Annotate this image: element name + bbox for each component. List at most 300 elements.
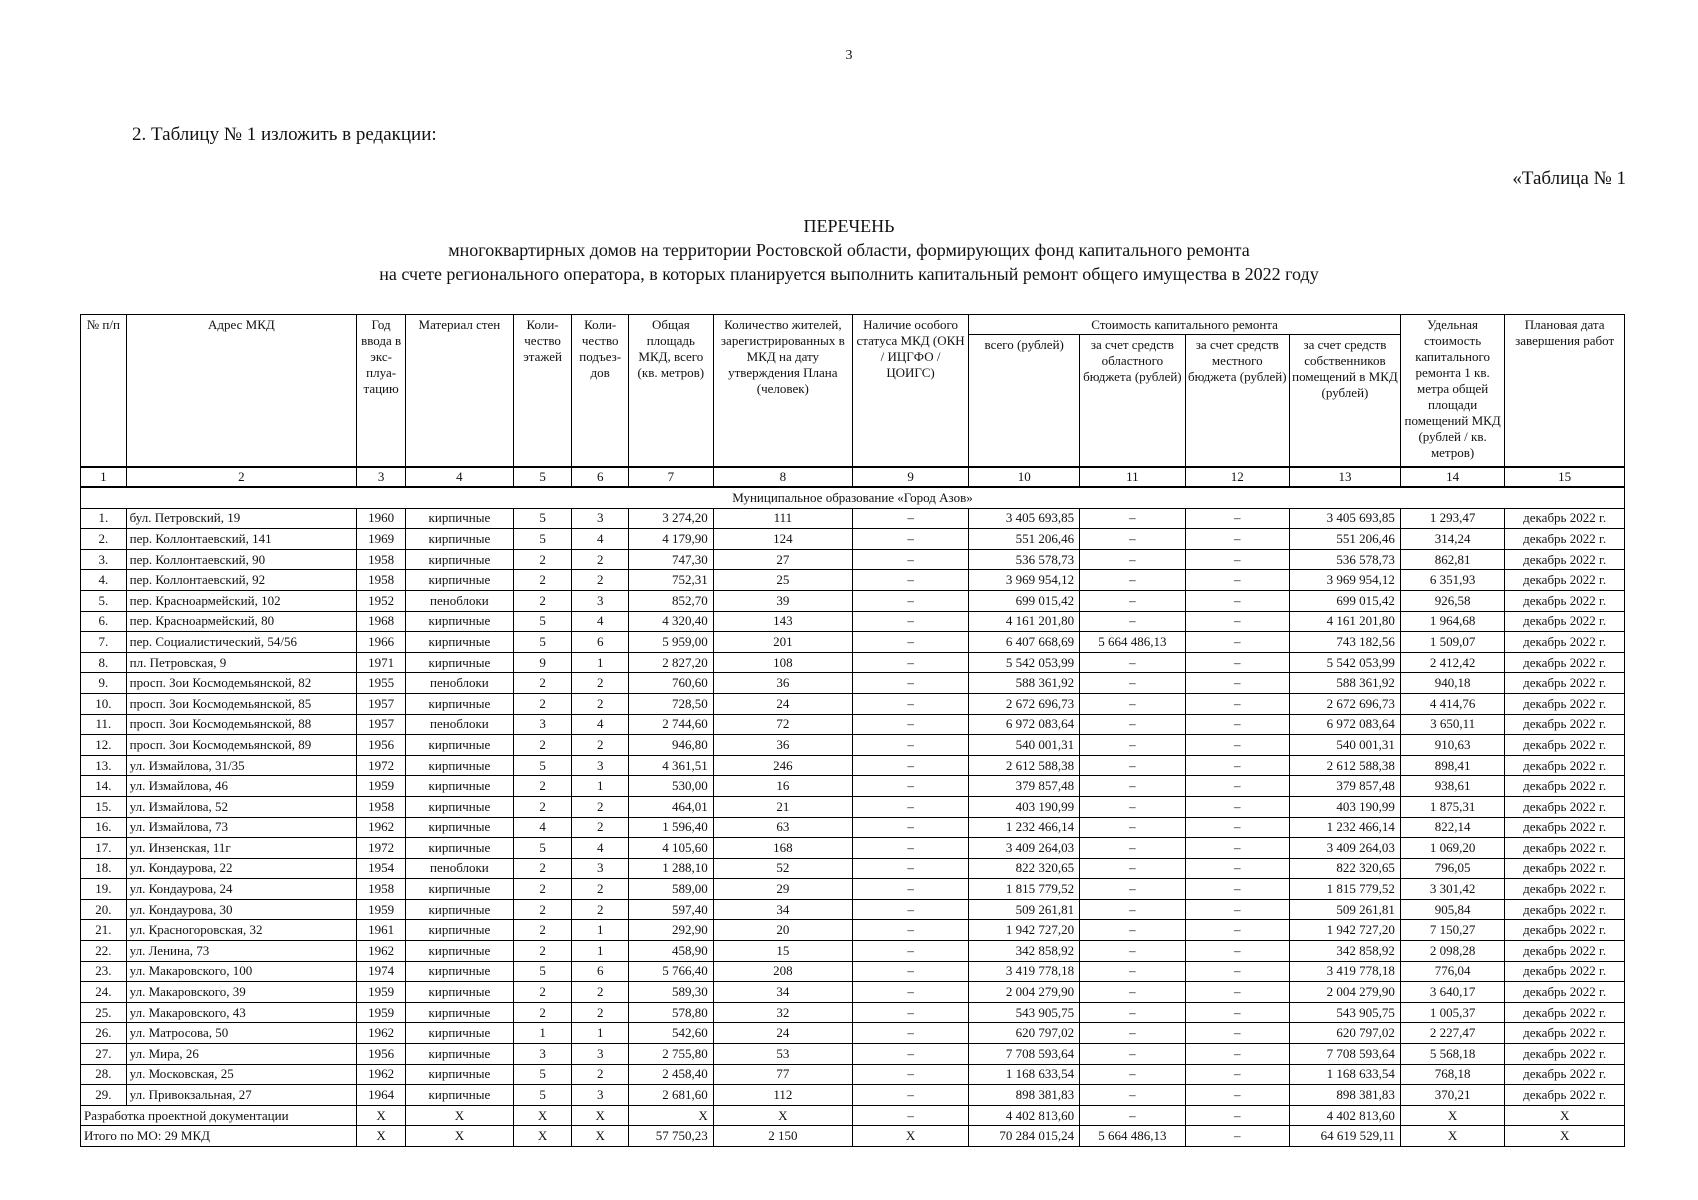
table-cell: 72 — [713, 714, 852, 735]
table-cell: 1 288,10 — [628, 858, 713, 879]
table-cell: 1957 — [357, 693, 406, 714]
table-row — [81, 590, 1625, 611]
table-cell: 16. — [81, 817, 127, 838]
table-cell: 24 — [713, 693, 852, 714]
table-cell: пер. Коллонтаевский, 141 — [126, 529, 357, 550]
table-cell: кирпичные — [406, 735, 514, 756]
table-row — [81, 755, 1625, 776]
table-cell: 578,80 — [628, 1002, 713, 1023]
table-cell: 1 509,07 — [1400, 632, 1504, 653]
table-cell: декабрь 2022 г. — [1505, 941, 1625, 962]
table-cell: – — [1185, 1044, 1289, 1065]
column-number: 6 — [572, 467, 629, 487]
table-cell: 9 — [513, 652, 572, 673]
table-cell: 2 — [572, 570, 629, 591]
table-cell: декабрь 2022 г. — [1505, 858, 1625, 879]
table-cell: 34 — [713, 899, 852, 920]
table-cell: 2 612 588,38 — [969, 755, 1080, 776]
table-cell: 1 815 779,52 — [1289, 879, 1400, 900]
table-row — [81, 982, 1625, 1003]
design-docs-row — [81, 1105, 1625, 1126]
table-cell: 551 206,46 — [969, 529, 1080, 550]
table-cell: 2 681,60 — [628, 1085, 713, 1106]
table-cell: 15. — [81, 796, 127, 817]
table-cell: кирпичные — [406, 1002, 514, 1023]
table-cell: ул. Инзенская, 11г — [126, 838, 357, 859]
summary-cell: – — [1185, 1105, 1289, 1126]
table-cell: – — [1185, 549, 1289, 570]
table-cell: кирпичные — [406, 920, 514, 941]
table-row — [81, 817, 1625, 838]
table-cell: 27. — [81, 1044, 127, 1065]
table-cell: 7. — [81, 632, 127, 653]
table-cell: декабрь 2022 г. — [1505, 529, 1625, 550]
table-cell: ул. Привокзальная, 27 — [126, 1085, 357, 1106]
table-cell: 760,60 — [628, 673, 713, 694]
table-cell: 1 293,47 — [1400, 508, 1504, 529]
title-line-3: на счете регионального оператора, в которых планируется выполнить капитальный ремонт общего имущества в 2022 году — [379, 264, 1319, 284]
table-cell: 1969 — [357, 529, 406, 550]
table-cell: ул. Измайлова, 73 — [126, 817, 357, 838]
table-cell: 5 — [513, 611, 572, 632]
table-cell: 2 — [513, 570, 572, 591]
title-line-2: многоквартирных домов на территории Ростовской области, формирующих фонд капитального ремонта — [448, 240, 1250, 260]
table-cell: 379 857,48 — [969, 776, 1080, 797]
table-cell: 540 001,31 — [1289, 735, 1400, 756]
table-cell: кирпичные — [406, 1085, 514, 1106]
table-cell: 898 381,83 — [1289, 1085, 1400, 1106]
table-cell: 1 232 466,14 — [969, 817, 1080, 838]
table-cell: декабрь 2022 г. — [1505, 776, 1625, 797]
header-material: Материал стен — [406, 315, 514, 468]
summary-cell: X — [713, 1105, 852, 1126]
table-cell: просп. Зои Космодемьянской, 85 — [126, 693, 357, 714]
table-row — [81, 1085, 1625, 1106]
table-cell: 9. — [81, 673, 127, 694]
table-row — [81, 735, 1625, 756]
header-regional: за счет средств областного бюджета (рублей) — [1080, 335, 1185, 468]
table-cell: 1 942 727,20 — [1289, 920, 1400, 941]
table-cell: 4 — [572, 611, 629, 632]
table-cell: – — [852, 796, 968, 817]
table-cell: – — [852, 570, 968, 591]
table-cell: – — [1080, 735, 1185, 756]
table-cell: 342 858,92 — [969, 941, 1080, 962]
table-cell: – — [1185, 673, 1289, 694]
table-cell: 1959 — [357, 1002, 406, 1023]
table-row — [81, 941, 1625, 962]
table-cell: – — [1080, 817, 1185, 838]
table-cell: 6 — [572, 632, 629, 653]
table-cell: декабрь 2022 г. — [1505, 899, 1625, 920]
table-cell: 10. — [81, 693, 127, 714]
table-cell: 1960 — [357, 508, 406, 529]
table-row — [81, 714, 1625, 735]
table-cell: 4 414,76 — [1400, 693, 1504, 714]
table-cell: 201 — [713, 632, 852, 653]
table-cell: 2 — [572, 549, 629, 570]
table-cell: 2 — [513, 549, 572, 570]
table-cell: 4 105,60 — [628, 838, 713, 859]
table-cell: – — [1080, 920, 1185, 941]
table-cell: ул. Макаровского, 100 — [126, 961, 357, 982]
column-number: 15 — [1505, 467, 1625, 487]
table-cell: 32 — [713, 1002, 852, 1023]
table-cell: 1956 — [357, 1044, 406, 1065]
table-cell: 36 — [713, 735, 852, 756]
table-cell: – — [852, 879, 968, 900]
table-cell: 3 405 693,85 — [969, 508, 1080, 529]
page-number: 3 — [845, 48, 853, 63]
table-cell: – — [852, 632, 968, 653]
table-cell: 1 596,40 — [628, 817, 713, 838]
table-cell: 27 — [713, 549, 852, 570]
summary-cell: 57 750,23 — [628, 1126, 713, 1147]
table-cell: 5 — [513, 838, 572, 859]
summary-cell: 5 664 486,13 — [1080, 1126, 1185, 1147]
table-row — [81, 611, 1625, 632]
table-cell: 3 969 954,12 — [969, 570, 1080, 591]
table-cell: 1959 — [357, 899, 406, 920]
table-cell: 1 942 727,20 — [969, 920, 1080, 941]
table-cell: 6 — [572, 961, 629, 982]
table-cell: кирпичные — [406, 961, 514, 982]
table-cell: 21 — [713, 796, 852, 817]
table-cell: 5 — [513, 508, 572, 529]
header-owners: за счет средств собственников помещений в МКД (рублей) — [1289, 335, 1400, 468]
table-cell: 6 972 083,64 — [1289, 714, 1400, 735]
table-cell: 2 098,28 — [1400, 941, 1504, 962]
header-row-1 — [81, 315, 1625, 335]
table-cell: 6 351,93 — [1400, 570, 1504, 591]
summary-cell: Разработка проектной документации — [81, 1105, 357, 1126]
table-cell: 2 — [513, 941, 572, 962]
table-cell: 29 — [713, 879, 852, 900]
summary-cell: X — [1400, 1126, 1504, 1147]
table-cell: – — [1185, 1023, 1289, 1044]
table-cell: – — [1080, 755, 1185, 776]
table-cell: – — [852, 590, 968, 611]
table-cell: 2 827,20 — [628, 652, 713, 673]
table-cell: – — [852, 920, 968, 941]
table-cell: 620 797,02 — [969, 1023, 1080, 1044]
table-cell: 3 419 778,18 — [1289, 961, 1400, 982]
column-number: 13 — [1289, 467, 1400, 487]
table-cell: 5 959,00 — [628, 632, 713, 653]
table-cell: 7 150,27 — [1400, 920, 1504, 941]
table-cell: 1958 — [357, 549, 406, 570]
table-cell: 36 — [713, 673, 852, 694]
table-cell: 1966 — [357, 632, 406, 653]
table-cell: – — [852, 529, 968, 550]
table-cell: – — [852, 1064, 968, 1085]
table-cell: 852,70 — [628, 590, 713, 611]
header-unit-cost: Удельная стоимость капитального ремонта 1 кв. метра общей площади помещений МКД (рублей / кв. метров) — [1400, 315, 1504, 468]
table-cell: кирпичные — [406, 693, 514, 714]
table-cell: – — [1080, 714, 1185, 735]
table-row — [81, 529, 1625, 550]
table-cell: 2 — [572, 1064, 629, 1085]
table-cell: просп. Зои Космодемьянской, 89 — [126, 735, 357, 756]
table-cell: 1956 — [357, 735, 406, 756]
table-cell: 5 766,40 — [628, 961, 713, 982]
table-cell: 2 672 696,73 — [969, 693, 1080, 714]
table-cell: 946,80 — [628, 735, 713, 756]
table-cell: декабрь 2022 г. — [1505, 1023, 1625, 1044]
table-cell: декабрь 2022 г. — [1505, 611, 1625, 632]
table-cell: – — [852, 714, 968, 735]
table-cell: 2 — [513, 920, 572, 941]
table-cell: ул. Измайлова, 52 — [126, 796, 357, 817]
header-status: Наличие особого статуса МКД (ОКН / ИЦГФО / ЦОИГС) — [852, 315, 968, 468]
table-cell: – — [852, 899, 968, 920]
table-cell: 4 161 201,80 — [969, 611, 1080, 632]
table-row — [81, 879, 1625, 900]
table-cell: декабрь 2022 г. — [1505, 1085, 1625, 1106]
table-cell: ул. Макаровского, 39 — [126, 982, 357, 1003]
table-cell: пеноблоки — [406, 673, 514, 694]
table-cell: 20 — [713, 920, 852, 941]
table-cell: 2 — [572, 796, 629, 817]
table-cell: просп. Зои Космодемьянской, 88 — [126, 714, 357, 735]
table-row — [81, 673, 1625, 694]
table-cell: – — [852, 982, 968, 1003]
table-row — [81, 693, 1625, 714]
table-cell: 5 542 053,99 — [1289, 652, 1400, 673]
table-cell: 1968 — [357, 611, 406, 632]
table-cell: 1962 — [357, 941, 406, 962]
table-cell: 1 815 779,52 — [969, 879, 1080, 900]
table-cell: декабрь 2022 г. — [1505, 590, 1625, 611]
table-cell: кирпичные — [406, 982, 514, 1003]
table-cell: 15 — [713, 941, 852, 962]
table-cell: пер. Социалистический, 54/56 — [126, 632, 357, 653]
table-cell: 1. — [81, 508, 127, 529]
table-cell: 5. — [81, 590, 127, 611]
summary-cell: X — [357, 1126, 406, 1147]
table-cell: 5 — [513, 632, 572, 653]
table-cell: кирпичные — [406, 817, 514, 838]
summary-cell: – — [1080, 1105, 1185, 1126]
table-cell: ул. Кондаурова, 24 — [126, 879, 357, 900]
table-cell: 23. — [81, 961, 127, 982]
table-cell: 822,14 — [1400, 817, 1504, 838]
table-cell: – — [1080, 899, 1185, 920]
table-cell: ул. Мира, 26 — [126, 1044, 357, 1065]
table-cell: 3 — [513, 1044, 572, 1065]
table-row — [81, 796, 1625, 817]
column-number: 11 — [1080, 467, 1185, 487]
table-cell: 938,61 — [1400, 776, 1504, 797]
table-cell: – — [1185, 508, 1289, 529]
table-cell: 5 — [513, 961, 572, 982]
table-cell: 540 001,31 — [969, 735, 1080, 756]
table-cell: декабрь 2022 г. — [1505, 1044, 1625, 1065]
table-cell: 403 190,99 — [969, 796, 1080, 817]
table-cell: 4 — [572, 714, 629, 735]
table-cell: 24 — [713, 1023, 852, 1044]
table-cell: 5 — [513, 529, 572, 550]
table-cell: 1 — [572, 776, 629, 797]
table-cell: 3 — [572, 1044, 629, 1065]
table-cell: 3 — [572, 508, 629, 529]
table-cell: 458,90 — [628, 941, 713, 962]
table-cell: декабрь 2022 г. — [1505, 982, 1625, 1003]
table-cell: – — [1185, 817, 1289, 838]
table-cell: кирпичные — [406, 1044, 514, 1065]
table-cell: 1954 — [357, 858, 406, 879]
table-cell: декабрь 2022 г. — [1505, 735, 1625, 756]
summary-cell: X — [406, 1105, 514, 1126]
table-cell: 19. — [81, 879, 127, 900]
column-number: 7 — [628, 467, 713, 487]
table-cell: – — [852, 941, 968, 962]
table-cell: 246 — [713, 755, 852, 776]
table-cell: – — [1185, 755, 1289, 776]
table-cell: 796,05 — [1400, 858, 1504, 879]
table-cell: 699 015,42 — [1289, 590, 1400, 611]
table-cell: пеноблоки — [406, 590, 514, 611]
table-cell: 2 — [513, 590, 572, 611]
table-cell: 3 — [572, 590, 629, 611]
table-cell: 2 755,80 — [628, 1044, 713, 1065]
table-cell: 1 — [572, 652, 629, 673]
table-cell: 776,04 — [1400, 961, 1504, 982]
table-cell: 1 — [572, 941, 629, 962]
table-cell: ул. Ленина, 73 — [126, 941, 357, 962]
table-cell: кирпичные — [406, 1023, 514, 1044]
table-cell: 747,30 — [628, 549, 713, 570]
table-cell: 25 — [713, 570, 852, 591]
summary-cell: X — [852, 1126, 968, 1147]
summary-cell: X — [628, 1105, 713, 1126]
header-local: за счет средств местного бюджета (рублей) — [1185, 335, 1289, 468]
table-cell: 2 — [513, 982, 572, 1003]
table-cell: – — [1080, 796, 1185, 817]
table-cell: 589,30 — [628, 982, 713, 1003]
table-cell: ул. Красногоровская, 32 — [126, 920, 357, 941]
table-cell: – — [1185, 1064, 1289, 1085]
table-cell: декабрь 2022 г. — [1505, 920, 1625, 941]
table-cell: пеноблоки — [406, 858, 514, 879]
table-cell: 752,31 — [628, 570, 713, 591]
document-title — [0, 214, 1698, 286]
summary-cell: – — [1185, 1126, 1289, 1147]
municipality-label: Муниципальное образование «Город Азов» — [81, 487, 1625, 508]
table-cell: 1959 — [357, 982, 406, 1003]
table-cell: 543 905,75 — [969, 1002, 1080, 1023]
table-cell: – — [1185, 570, 1289, 591]
table-cell: 743 182,56 — [1289, 632, 1400, 653]
table-cell: декабрь 2022 г. — [1505, 879, 1625, 900]
table-cell: 1959 — [357, 776, 406, 797]
table-cell: 822 320,65 — [1289, 858, 1400, 879]
table-cell: 2 — [513, 858, 572, 879]
table-cell: 11. — [81, 714, 127, 735]
header-total: всего (рублей) — [969, 335, 1080, 468]
table-cell: – — [1185, 920, 1289, 941]
table-cell: 1962 — [357, 1023, 406, 1044]
table-cell: декабрь 2022 г. — [1505, 838, 1625, 859]
table-cell: 18. — [81, 858, 127, 879]
table-cell: 22. — [81, 941, 127, 962]
table-cell: 588 361,92 — [969, 673, 1080, 694]
table-cell: 14. — [81, 776, 127, 797]
table-row — [81, 1023, 1625, 1044]
table-cell: 898,41 — [1400, 755, 1504, 776]
table-cell: 4 — [572, 838, 629, 859]
table-cell: – — [852, 961, 968, 982]
table-cell: 898 381,83 — [969, 1085, 1080, 1106]
table-cell: – — [1080, 858, 1185, 879]
table-cell: – — [1080, 838, 1185, 859]
table-cell: кирпичные — [406, 529, 514, 550]
table-cell: 25. — [81, 1002, 127, 1023]
header-date: Плановая дата завершения работ — [1505, 315, 1625, 468]
table-cell: 1 — [513, 1023, 572, 1044]
summary-cell: X — [1505, 1126, 1625, 1147]
table-cell: 28. — [81, 1064, 127, 1085]
table-cell: 2 — [513, 1002, 572, 1023]
table-cell: 3 — [572, 1085, 629, 1106]
table-cell: – — [1185, 858, 1289, 879]
table-cell: – — [852, 1044, 968, 1065]
table-cell: кирпичные — [406, 549, 514, 570]
table-cell: кирпичные — [406, 941, 514, 962]
table-cell: 543 905,75 — [1289, 1002, 1400, 1023]
table-cell: 3 419 778,18 — [969, 961, 1080, 982]
table-cell: – — [852, 611, 968, 632]
table-cell: декабрь 2022 г. — [1505, 755, 1625, 776]
table-cell: декабрь 2022 г. — [1505, 714, 1625, 735]
table-cell: 1 005,37 — [1400, 1002, 1504, 1023]
header-no: № п/п — [81, 315, 127, 468]
summary-cell: X — [1400, 1105, 1504, 1126]
table-cell: 1971 — [357, 652, 406, 673]
table-cell: 52 — [713, 858, 852, 879]
table-cell: – — [852, 1023, 968, 1044]
table-cell: – — [852, 838, 968, 859]
table-cell: 699 015,42 — [969, 590, 1080, 611]
table-cell: 2 — [513, 735, 572, 756]
table-cell: 509 261,81 — [969, 899, 1080, 920]
table-cell: 1 069,20 — [1400, 838, 1504, 859]
table-cell: 542,60 — [628, 1023, 713, 1044]
table-cell: 3 405 693,85 — [1289, 508, 1400, 529]
table-cell: 2 004 279,90 — [1289, 982, 1400, 1003]
table-cell: декабрь 2022 г. — [1505, 817, 1625, 838]
table-cell: 2 — [572, 879, 629, 900]
table-cell: 1974 — [357, 961, 406, 982]
table-cell: 4 320,40 — [628, 611, 713, 632]
table-cell: 16 — [713, 776, 852, 797]
table-cell: – — [1080, 941, 1185, 962]
title-line-1: ПЕРЕЧЕНЬ — [803, 216, 895, 236]
table-cell: 6 972 083,64 — [969, 714, 1080, 735]
housing-repair-table — [80, 314, 1625, 1147]
table-cell: 536 578,73 — [1289, 549, 1400, 570]
table-cell: 2 — [513, 673, 572, 694]
table-cell: 4 — [572, 529, 629, 550]
table-cell: 1958 — [357, 796, 406, 817]
table-cell: 4 179,90 — [628, 529, 713, 550]
header-cost-group: Стоимость капитального ремонта — [969, 315, 1401, 335]
table-cell: 6 407 668,69 — [969, 632, 1080, 653]
table-cell: 2. — [81, 529, 127, 550]
table-cell: – — [1080, 549, 1185, 570]
table-cell: декабрь 2022 г. — [1505, 1002, 1625, 1023]
table-cell: 4 361,51 — [628, 755, 713, 776]
